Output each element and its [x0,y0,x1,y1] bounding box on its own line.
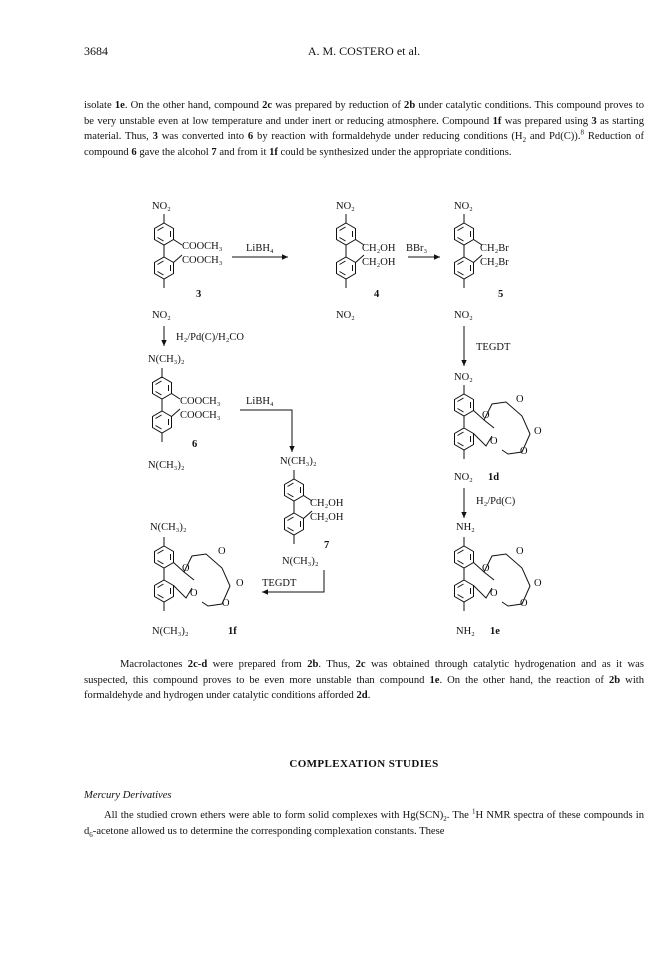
compound-1d-oxygen-a: O [482,410,490,421]
compound-1e-oxygen-b: O [516,546,524,557]
reagent-bbr3: BBr₃ [406,243,428,254]
compound-5-bottom-substituent: NO₂ [454,310,473,321]
compound-1f-oxygen-e: O [222,598,230,609]
compound-4-alcohol-upper: CH₂OH [362,243,396,254]
compound-4-number: 4 [374,289,380,300]
reagent-libh4-lower: LiBH₄ [246,396,274,407]
compound-1d-bottom-substituent: NO₂ [454,472,473,483]
compound-7 [280,456,344,567]
paragraph-macrolactones: Macrolactones 2c-d were prepared from 2b. Thus, 2c was obtained through catalytic hydrogenation and as it was suspected, this compound proves to be even more unstable than compound 1e. On the other hand, the reaction of 2b with formaldehyde and hydrogen under catalytic conditions afforded 2d. [84,659,644,702]
compound-1f-oxygen-d: O [190,588,198,599]
compound-4-alcohol-lower: CH₂OH [362,257,396,268]
reagent-h2-pd-h2co: H₂/Pd(C)/H₂CO [176,332,244,343]
compound-1d-oxygen-d: O [490,436,498,447]
compound-1f [150,522,244,637]
compound-6-ester-upper: COOCH₃ [180,396,221,407]
compound-1d-oxygen-c: O [534,426,542,437]
compound-1d-top-substituent: NO₂ [454,372,473,383]
compound-3-ester-lower: COOCH₃ [182,255,223,266]
compound-3-ester-upper: COOCH₃ [182,241,223,252]
compound-1e-top-substituent: NH₂ [456,522,475,533]
compound-7-bottom-substituent: N(CH₃)₂ [282,556,319,567]
page-number: 3684 [84,44,108,58]
compound-4-bottom-substituent: NO₂ [336,310,355,321]
compound-5-bromide-lower: CH₂Br [480,257,509,268]
compound-1f-oxygen-b: O [218,546,226,557]
compound-6-number: 6 [192,439,198,450]
compound-1d-number: 1d [488,472,500,483]
compound-1e-number: 1e [490,626,500,637]
compound-1f-oxygen-a: O [182,563,190,574]
compound-7-alcohol-lower: CH₂OH [310,512,344,523]
compound-5-top-substituent: NO₂ [454,201,473,212]
compound-5 [454,201,509,321]
compound-1e [455,522,543,637]
reagent-h2-pd: H₂/Pd(C) [476,496,516,507]
compound-1f-number: 1f [228,626,237,637]
compound-7-alcohol-upper: CH₂OH [310,498,344,509]
compound-6-top-substituent: N(CH₃)₂ [148,354,185,365]
compound-1e-oxygen-a: O [482,563,490,574]
compound-5-bromide-upper: CH₂Br [480,243,509,254]
compound-3-number: 3 [196,289,202,300]
compound-3-top-substituent: NO₂ [152,201,171,212]
compound-1f-top-substituent: N(CH₃)₂ [150,522,187,533]
compound-1d-oxygen-b: O [516,394,524,405]
compound-1e-oxygen-c: O [534,578,542,589]
arrow-6-to-7 [240,410,292,452]
compound-5-number: 5 [498,289,504,300]
subsection-title: Mercury Derivatives [84,790,172,801]
compound-6 [148,354,221,471]
reagent-tegdt-upper: TEGDT [476,342,511,353]
compound-4 [336,201,396,321]
compound-1e-oxygen-e: O [520,598,528,609]
reagent-tegdt-lower: TEGDT [262,578,297,589]
compound-6-ester-lower: COOCH₃ [180,410,221,421]
paragraph-intro: isolate 1e. On the other hand, compound 2c was prepared by reduction of 2b under catalytic conditions. This compound proves to be very unstable even at low temperature and under inert or reducing atmosphere. Compound 1f was prepared using 3 as starting material. Thus, 3 was converted into 6 by reaction with formaldehyde under reducing conditions ($H_2$ and Pd(C)).$^8$ Reduction of compound 6 gave the alcohol 7 and from it 1f could be synthesized under the appropriate conditions. [84,100,644,158]
compound-1e-bottom-substituent: NH₂ [456,626,475,637]
compound-1f-bottom-substituent: N(CH₃)₂ [152,626,189,637]
compound-6-bottom-substituent: N(CH₃)₂ [148,460,185,471]
compound-1e-oxygen-d: O [490,588,498,599]
compound-1d [454,372,542,483]
paragraph-complexation: All the studied crown ethers were able to form solid complexes with $Hg(SCN)_2$. The $^1$H NMR spectra of these compounds in $d_6$-acetone allowed us to determine the corresponding complexation constants. These [84,807,644,839]
compound-3 [152,201,223,321]
section-title: COMPLEXATION STUDIES [289,758,439,770]
compound-7-top-substituent: N(CH₃)₂ [280,456,317,467]
compound-3-bottom-substituent: NO₂ [152,310,171,321]
compound-1f-oxygen-c: O [236,578,244,589]
compound-1d-oxygen-e: O [520,446,528,457]
reagent-libh4-top: LiBH₄ [246,243,274,254]
compound-4-top-substituent: NO₂ [336,201,355,212]
running-head: A. M. COSTERO et al. [307,44,421,58]
compound-7-number: 7 [324,540,330,551]
